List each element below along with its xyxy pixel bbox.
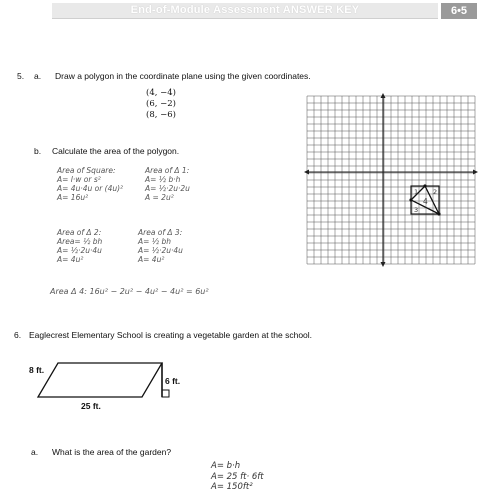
- vertex-point: [423, 184, 426, 187]
- grid-lines: [307, 96, 475, 264]
- work-line: Area of Δ 3:: [138, 228, 183, 237]
- base-label: 25 ft.: [81, 401, 101, 411]
- q5b-letter: b.: [34, 146, 42, 156]
- work-area-square: [57, 166, 123, 202]
- q6-prompt: Eaglecrest Elementary School is creating a vegetable garden at the school.: [29, 330, 313, 340]
- axis-arrow-up: [381, 93, 386, 98]
- q5a-prompt: Draw a polygon in the coordinate plane using the given coordinates.: [55, 71, 311, 81]
- work-line: A= ½ b·h: [145, 175, 181, 184]
- axis-arrow-down: [381, 262, 386, 267]
- work-line: A= ½·2u·4u: [57, 246, 102, 255]
- work-area-triangle-1: [145, 166, 190, 202]
- work-line: A= b·h: [211, 461, 241, 471]
- work-area-total: Area Δ 4: 16u² − 2u² − 4u² − 4u² = 6u²: [50, 287, 209, 296]
- axis-arrow-left: [304, 170, 309, 175]
- header-title: End-of-Module Assessment ANSWER KEY: [130, 4, 360, 16]
- parallelogram-figure: [28, 360, 228, 410]
- region-label-4: 4: [423, 197, 428, 206]
- work-area-triangle-2: [57, 228, 102, 264]
- q5a-letter: a.: [34, 71, 42, 81]
- garden-parallelogram: [38, 363, 162, 397]
- region-label-3: 3: [414, 206, 419, 214]
- work-line: Area of Δ 1:: [145, 166, 190, 175]
- axis-arrow-right: [473, 170, 478, 175]
- vertex-point: [437, 212, 440, 215]
- coordinate-grid: [307, 96, 475, 264]
- q5-number: 5.: [17, 71, 25, 81]
- page-header: [52, 3, 438, 19]
- work-line: A = 2u²: [145, 193, 174, 202]
- work-line: Area of Δ 2:: [57, 228, 102, 237]
- module-badge: 6•5: [441, 3, 477, 19]
- work-line: A= 4u²: [138, 255, 165, 264]
- work-line: A= 25 ft· 6ft: [211, 471, 264, 482]
- side-label: 8 ft.: [29, 365, 45, 375]
- region-label-1: 1: [414, 188, 419, 196]
- work-line: A= 4u²: [57, 255, 84, 264]
- work-line: A= 4u·4u or (4u)²: [57, 184, 124, 193]
- coordinate-1: (4, −4): [146, 88, 176, 98]
- vertex-point: [409, 198, 412, 201]
- region-label-2: 2: [433, 188, 438, 196]
- coordinate-2: (6, −2): [146, 99, 176, 109]
- coordinate-3: (8, −6): [146, 110, 176, 120]
- work-line: A= ½·2u·2u: [145, 184, 190, 193]
- work-line: Area of Square:: [57, 166, 116, 175]
- work-line: A= ½·2u·4u: [138, 246, 183, 255]
- q5b-prompt: Calculate the area of the polygon.: [52, 146, 180, 156]
- work-line: A= ½ bh: [138, 237, 171, 246]
- work-area-triangle-3: [138, 228, 183, 264]
- q6a-letter: a.: [31, 447, 39, 457]
- work-line: Area= ½ bh: [57, 237, 103, 246]
- coordinate-list: [146, 88, 176, 121]
- work-line: A= l·w or s²: [57, 175, 101, 184]
- right-angle-mark: [162, 390, 169, 397]
- q6a-prompt: What is the area of the garden?: [52, 447, 172, 457]
- work-line: A= 16u²: [57, 193, 89, 202]
- q6-number: 6.: [14, 330, 22, 340]
- height-label: 6 ft.: [165, 376, 181, 386]
- work-garden-area: [211, 461, 264, 493]
- work-line: A= 150ft²: [211, 482, 253, 492]
